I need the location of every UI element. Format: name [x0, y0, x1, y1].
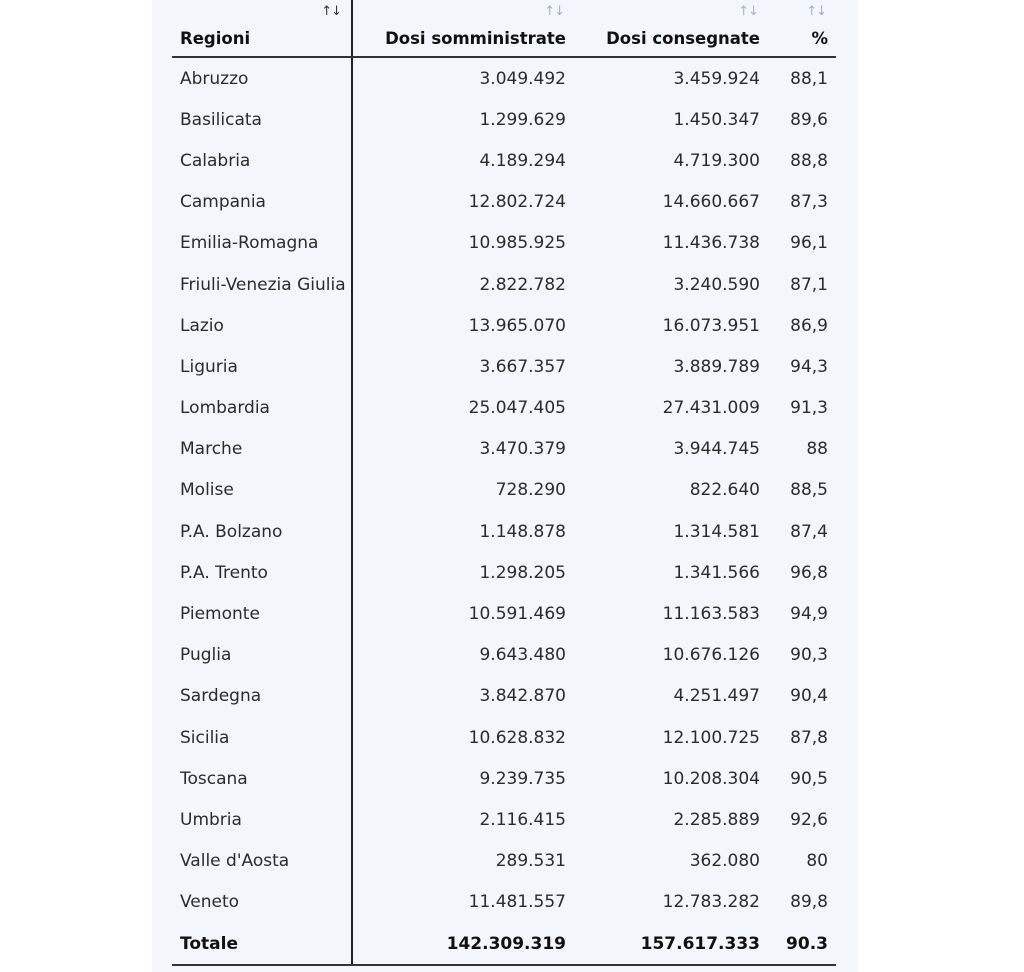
cell-dosi-consegnate: 3.240.590 — [673, 274, 760, 295]
cell-percent: 89,8 — [790, 892, 828, 913]
cell-region: Basilicata — [172, 99, 352, 140]
cell-dosi-consegnate: 10.208.304 — [662, 768, 760, 789]
cell-dosi-somministrate: 11.481.557 — [468, 892, 566, 913]
sort-arrows-icon[interactable]: ↑↓ — [738, 4, 758, 19]
table-row — [172, 882, 836, 923]
vaccine-doses-table — [172, 0, 836, 966]
cell-percent: 90,5 — [790, 768, 828, 789]
cell-percent: 91,3 — [790, 398, 828, 419]
column-header-dosi-somministrate[interactable] — [352, 0, 574, 57]
cell-percent: 86,9 — [790, 315, 828, 336]
cell-region: Campania — [172, 182, 352, 223]
cell-dosi-consegnate: 14.660.667 — [662, 192, 760, 213]
sort-arrows-icon[interactable]: ↑↓ — [544, 4, 564, 19]
cell-dosi-somministrate: 10.985.925 — [468, 233, 566, 254]
sort-arrows-icon[interactable]: ↑↓ — [321, 4, 341, 19]
cell-dosi-somministrate: 1.298.205 — [479, 562, 566, 583]
cell-percent: 87,4 — [790, 521, 828, 542]
table-row — [172, 305, 836, 346]
cell-region: Sardegna — [172, 676, 352, 717]
table-row — [172, 429, 836, 470]
cell-region: Marche — [172, 429, 352, 470]
cell-region: Umbria — [172, 799, 352, 840]
table-row — [172, 676, 836, 717]
cell-region: Lazio — [172, 305, 352, 346]
cell-dosi-consegnate: 4.719.300 — [673, 150, 760, 171]
cell-dosi-consegnate: 27.431.009 — [662, 398, 760, 419]
table-header-row — [172, 0, 836, 57]
table-row — [172, 593, 836, 634]
sort-arrows-icon[interactable]: ↑↓ — [806, 4, 826, 19]
cell-region: Emilia-Romagna — [172, 223, 352, 264]
cell-region: P.A. Trento — [172, 552, 352, 593]
cell-dosi-consegnate: 3.459.924 — [673, 68, 760, 89]
total-percent: 90.3 — [768, 923, 836, 965]
cell-dosi-consegnate: 11.163.583 — [662, 604, 760, 625]
cell-region: Puglia — [172, 635, 352, 676]
table-row — [172, 264, 836, 305]
cell-percent: 87,8 — [790, 727, 828, 748]
cell-dosi-consegnate: 822.640 — [689, 480, 760, 501]
table-body — [172, 57, 836, 965]
cell-region: P.A. Bolzano — [172, 511, 352, 552]
cell-region: Veneto — [172, 882, 352, 923]
cell-percent: 90,4 — [790, 686, 828, 707]
column-header-label: Dosi consegnate — [606, 29, 760, 48]
cell-dosi-somministrate: 2.822.782 — [479, 274, 566, 295]
cell-dosi-somministrate: 12.802.724 — [468, 192, 566, 213]
table-row — [172, 799, 836, 840]
total-label: Totale — [172, 923, 352, 965]
cell-percent: 88,1 — [790, 68, 828, 89]
cell-region: Valle d'Aosta — [172, 841, 352, 882]
cell-dosi-somministrate: 2.116.415 — [479, 809, 566, 830]
cell-percent: 88 — [806, 439, 828, 460]
cell-dosi-consegnate: 3.889.789 — [673, 356, 760, 377]
table-row — [172, 717, 836, 758]
column-header-percent[interactable] — [768, 0, 836, 57]
cell-dosi-consegnate: 2.285.889 — [673, 809, 760, 830]
cell-dosi-somministrate: 10.591.469 — [468, 604, 566, 625]
table-row — [172, 388, 836, 429]
table-row — [172, 552, 836, 593]
table-row — [172, 635, 836, 676]
cell-percent: 89,6 — [790, 109, 828, 130]
cell-percent: 96,1 — [790, 233, 828, 254]
cell-dosi-consegnate: 16.073.951 — [662, 315, 760, 336]
table-row — [172, 57, 836, 99]
cell-percent: 88,8 — [790, 150, 828, 171]
cell-percent: 94,3 — [790, 356, 828, 377]
table-total-row — [172, 923, 836, 965]
table-row — [172, 841, 836, 882]
cell-dosi-consegnate: 12.783.282 — [662, 892, 760, 913]
cell-dosi-somministrate: 1.148.878 — [479, 521, 566, 542]
column-header-label: Regioni — [180, 29, 251, 48]
table-row — [172, 99, 836, 140]
cell-dosi-somministrate: 3.842.870 — [479, 686, 566, 707]
cell-percent: 87,1 — [790, 274, 828, 295]
table-panel — [152, 0, 858, 972]
cell-dosi-somministrate: 3.049.492 — [479, 68, 566, 89]
table-row — [172, 223, 836, 264]
cell-percent: 96,8 — [790, 562, 828, 583]
cell-dosi-somministrate: 9.643.480 — [479, 645, 566, 666]
cell-dosi-consegnate: 1.450.347 — [673, 109, 760, 130]
cell-percent: 88,5 — [790, 480, 828, 501]
cell-percent: 90,3 — [790, 645, 828, 666]
cell-region: Calabria — [172, 140, 352, 181]
table-row — [172, 758, 836, 799]
cell-region: Molise — [172, 470, 352, 511]
cell-region: Abruzzo — [172, 57, 352, 99]
cell-dosi-consegnate: 1.341.566 — [673, 562, 760, 583]
cell-dosi-consegnate: 10.676.126 — [662, 645, 760, 666]
cell-region: Friuli-Venezia Giulia — [172, 264, 352, 305]
cell-dosi-somministrate: 9.239.735 — [479, 768, 566, 789]
cell-dosi-somministrate: 13.965.070 — [468, 315, 566, 336]
cell-percent: 87,3 — [790, 192, 828, 213]
cell-dosi-consegnate: 4.251.497 — [673, 686, 760, 707]
cell-dosi-somministrate: 10.628.832 — [468, 727, 566, 748]
cell-dosi-consegnate: 362.080 — [689, 851, 760, 872]
cell-percent: 92,6 — [790, 809, 828, 830]
table-row — [172, 140, 836, 181]
cell-dosi-somministrate: 289.531 — [495, 851, 566, 872]
column-header-dosi-consegnate[interactable] — [574, 0, 768, 57]
cell-dosi-somministrate: 4.189.294 — [479, 150, 566, 171]
cell-region: Sicilia — [172, 717, 352, 758]
total-dosi-consegnate: 157.617.333 — [574, 923, 768, 965]
cell-percent: 94,9 — [790, 604, 828, 625]
column-header-label: % — [811, 29, 828, 48]
cell-dosi-consegnate: 11.436.738 — [662, 233, 760, 254]
cell-region: Piemonte — [172, 593, 352, 634]
table-row — [172, 346, 836, 387]
cell-region: Lombardia — [172, 388, 352, 429]
cell-percent: 80 — [806, 851, 828, 872]
vaccine-doses-table-wrapper — [172, 0, 836, 966]
cell-dosi-somministrate: 25.047.405 — [468, 398, 566, 419]
cell-dosi-somministrate: 3.470.379 — [479, 439, 566, 460]
cell-dosi-consegnate: 1.314.581 — [673, 521, 760, 542]
cell-dosi-consegnate: 3.944.745 — [673, 439, 760, 460]
table-row — [172, 182, 836, 223]
table-row — [172, 470, 836, 511]
total-dosi-somministrate: 142.309.319 — [352, 923, 574, 965]
cell-region: Toscana — [172, 758, 352, 799]
cell-dosi-somministrate: 1.299.629 — [479, 109, 566, 130]
column-header-regioni[interactable] — [172, 0, 352, 57]
cell-dosi-somministrate: 3.667.357 — [479, 356, 566, 377]
cell-region: Liguria — [172, 346, 352, 387]
cell-dosi-somministrate: 728.290 — [495, 480, 566, 501]
table-row — [172, 511, 836, 552]
column-header-label: Dosi somministrate — [385, 29, 566, 48]
cell-dosi-consegnate: 12.100.725 — [662, 727, 760, 748]
